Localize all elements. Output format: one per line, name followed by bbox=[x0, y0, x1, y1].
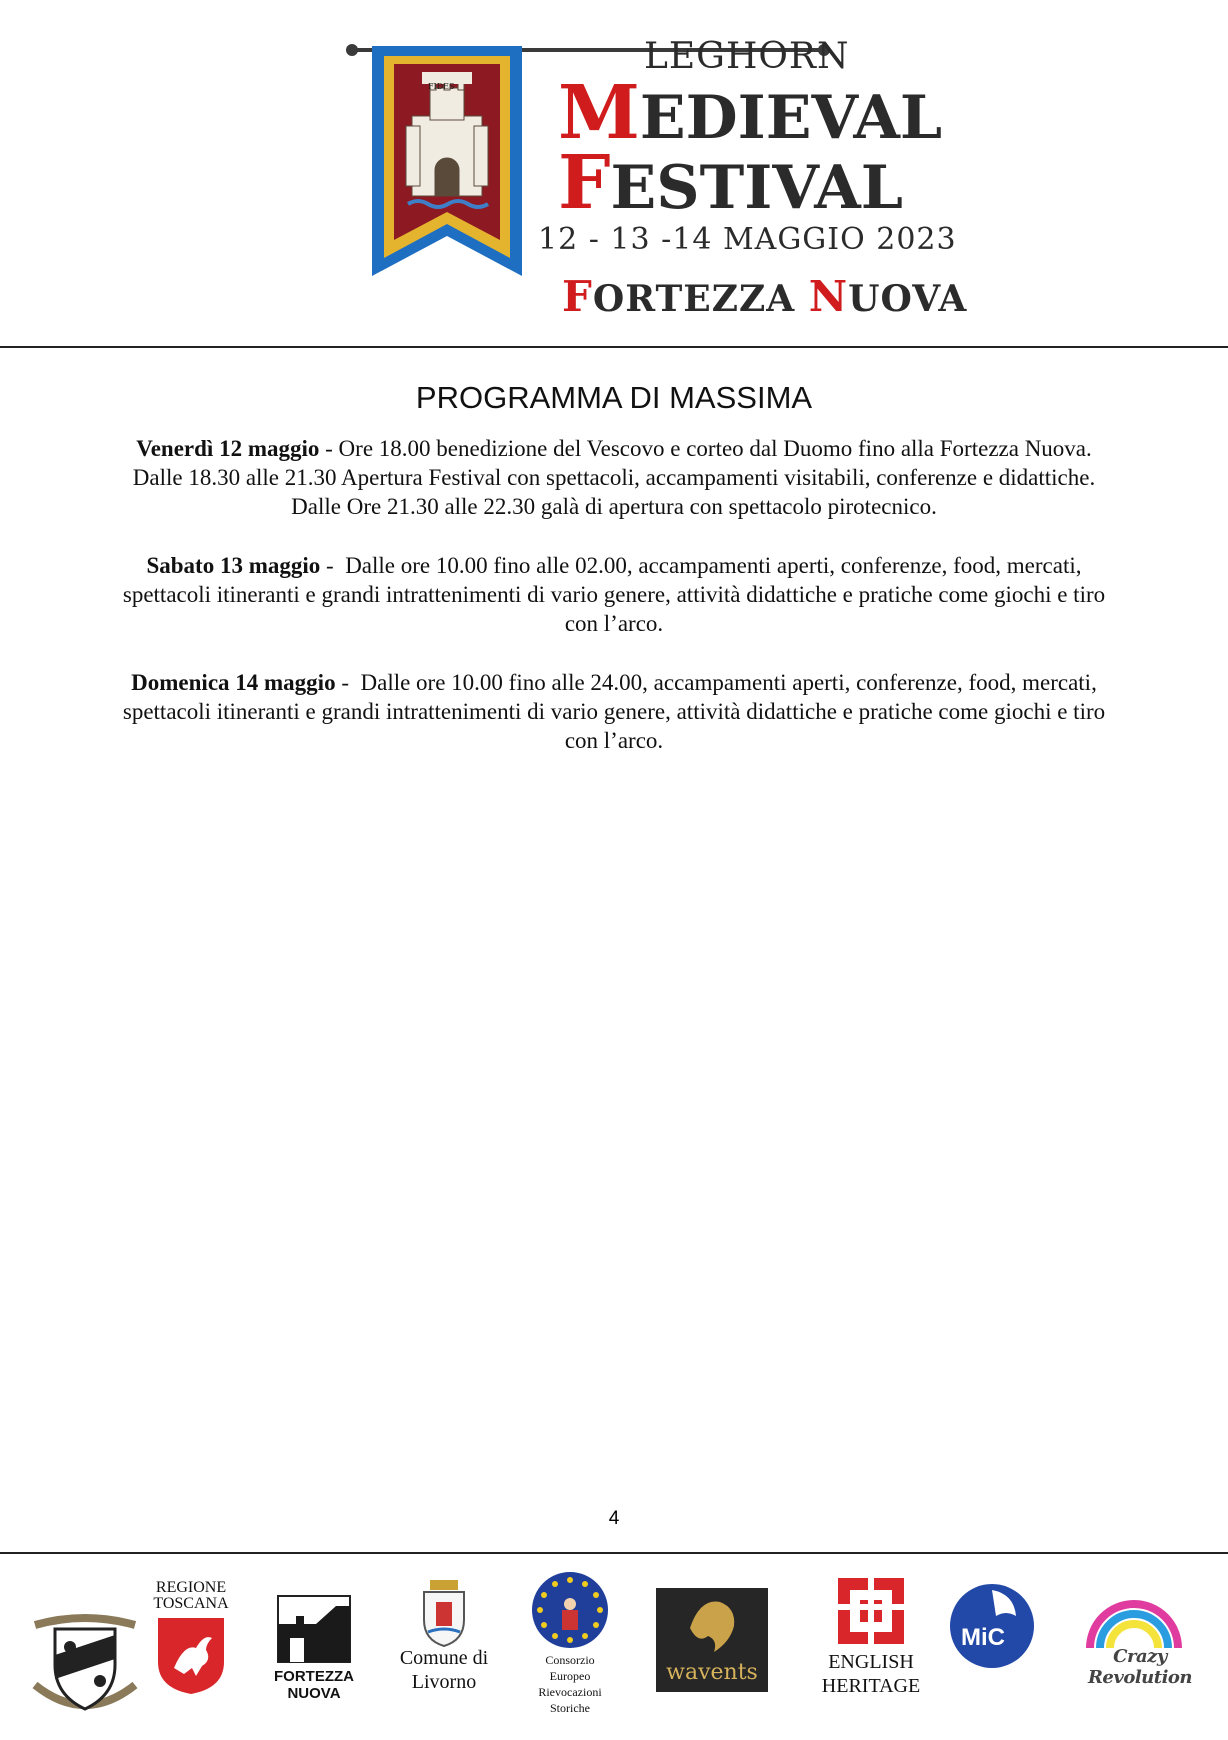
english-heritage-label: ENGLISH HERITAGE bbox=[821, 1651, 921, 1697]
day-label: Sabato 13 maggio bbox=[146, 553, 321, 578]
regione-toscana-label: REGIONE TOSCANA bbox=[153, 1579, 229, 1612]
day-sabato: Sabato 13 maggio - Dalle ore 10.00 fino alle 02.00, accampamenti aperti, conferenze, food, mercati, spettacoli itineranti e grandi intrattenimenti di vario genere, attività didattiche e pratiche come giochi e tiro con l’arco. bbox=[30, 551, 1198, 638]
comune-livorno-label: Comune di Livorno bbox=[399, 1647, 489, 1693]
festival-logo bbox=[372, 36, 968, 326]
day-line: con l’arco. bbox=[564, 728, 664, 753]
day-domenica: Domenica 14 maggio - Dalle ore 10.00 fino alle 24.00, accampamenti aperti, conferenze, food, mercati, spettacoli itineranti e grandi intrattenimenti di vario genere, attività didattiche e pratiche come giochi e tiro con l’arco. bbox=[30, 668, 1198, 755]
wavents-label: wavents bbox=[666, 1660, 758, 1685]
day-line: con l’arco. bbox=[564, 611, 664, 636]
logo-dates: 12 - 13 -14 MAGGIO 2023 bbox=[538, 222, 957, 257]
page-number: 4 bbox=[608, 1508, 620, 1529]
logo-festival: FESTIVAL bbox=[558, 140, 903, 226]
logo-medieval: MEDIEVAL bbox=[558, 70, 943, 156]
mic-label: MiC bbox=[961, 1624, 1005, 1651]
day-line: Dalle Ore 21.30 alle 22.30 galà di apertura con spettacolo pirotecnico. bbox=[291, 494, 937, 519]
pegasus-shield-icon bbox=[156, 1616, 226, 1696]
heraldic-shield-icon bbox=[30, 1590, 140, 1740]
day-line: Ore 18.00 benedizione del Vescovo e corteo dal Duomo fino alla Fortezza Nuova. bbox=[338, 436, 1092, 461]
day-line: spettacoli itineranti e grandi intrattenimenti di vario genere, attività didattiche e pratiche come giochi e tiro bbox=[122, 582, 1106, 607]
header-divider bbox=[0, 346, 1228, 348]
footer-divider bbox=[0, 1552, 1228, 1554]
consorzio-label: Consorzio Europeo Rievocazioni Storiche bbox=[538, 1653, 602, 1715]
day-line: Dalle ore 10.00 fino alle 02.00, accampamenti aperti, conferenze, food, mercati, bbox=[345, 553, 1082, 578]
page-title: PROGRAMMA DI MASSIMA bbox=[415, 380, 813, 415]
consorzio-stars-icon bbox=[530, 1570, 610, 1650]
crazy-revolution-label: Crazy Revolution bbox=[1087, 1646, 1193, 1688]
day-line: Dalle ore 10.00 fino alle 24.00, accampamenti aperti, conferenze, food, mercati, bbox=[360, 670, 1097, 695]
day-line: Dalle 18.30 alle 21.30 Apertura Festival con spettacoli, accampamenti visitabili, conferenze e didattiche. bbox=[132, 465, 1096, 490]
fortezza-building-icon bbox=[276, 1594, 352, 1664]
english-heritage-icon bbox=[834, 1574, 908, 1648]
day-label: Domenica 14 maggio bbox=[131, 670, 336, 695]
day-venerdi: Venerdì 12 maggio - Ore 18.00 benedizione del Vescovo e corteo dal Duomo fino alla Fortezza Nuova. Dalle 18.30 alle 21.30 Apertura Festival con spettacoli, accampamenti visitabili, conferenze e didattiche. Dalle Ore 21.30 alle 22.30 galà di apertura con spettacolo pirotecnico. bbox=[30, 434, 1198, 521]
wavents-logo bbox=[656, 1588, 768, 1692]
rainbow-arc-icon bbox=[1082, 1580, 1186, 1650]
logo-venue: FORTEZZA NUOVA bbox=[562, 272, 968, 321]
day-label: Venerdì 12 maggio bbox=[136, 436, 320, 461]
day-line: spettacoli itineranti e grandi intrattenimenti di vario genere, attività didattiche e pratiche come giochi e tiro bbox=[122, 699, 1106, 724]
banner-motto: FIDES bbox=[428, 82, 455, 91]
logo-leghorn: LEGHORN bbox=[644, 36, 850, 77]
lion-head-icon bbox=[686, 1598, 738, 1656]
castle-banner-icon bbox=[372, 36, 522, 276]
livorno-crest-icon bbox=[418, 1578, 470, 1648]
fortezza-nuova-label: FORTEZZA NUOVA bbox=[274, 1668, 354, 1702]
